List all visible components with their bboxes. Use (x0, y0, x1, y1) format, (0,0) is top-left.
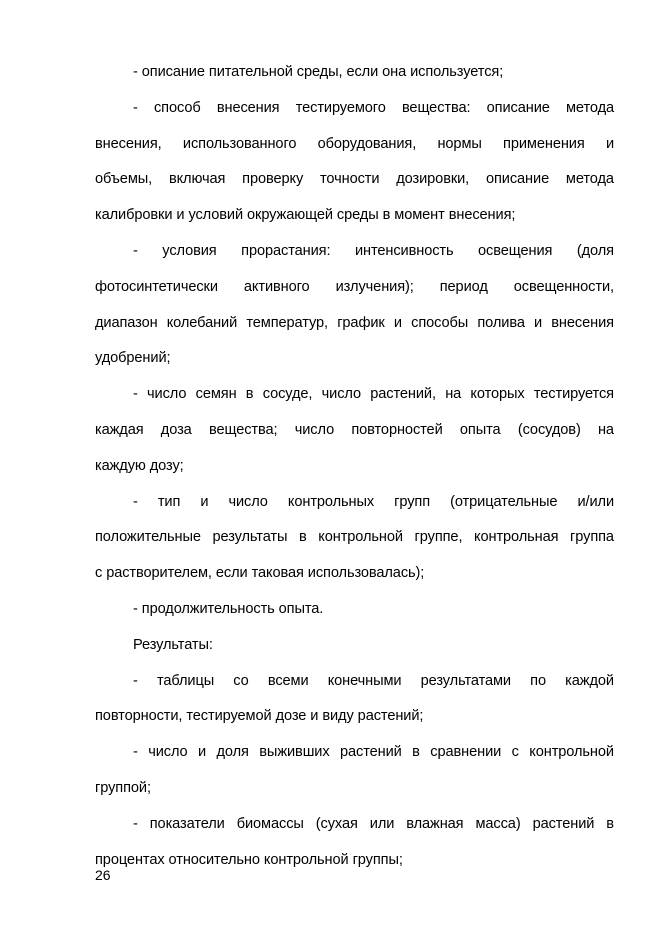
word: процентах (95, 851, 165, 868)
word: число (148, 744, 188, 761)
word: и (310, 708, 319, 725)
text-line (133, 671, 614, 691)
word: группа (570, 529, 614, 546)
text-line (95, 778, 614, 798)
word: вещества: (401, 99, 471, 116)
word: в (412, 744, 420, 761)
text-line (133, 599, 614, 619)
word: условий (188, 207, 244, 224)
word: внесения (551, 314, 614, 331)
word: результаты (212, 529, 288, 546)
word: если (215, 565, 248, 582)
word: внесения, (95, 135, 162, 152)
word: контрольных (287, 493, 375, 510)
word: конечными (327, 672, 402, 689)
word: нормы (437, 135, 482, 152)
word: групп (394, 493, 431, 510)
word: питательной (208, 64, 293, 80)
word: таковая (251, 565, 304, 582)
text-line (95, 420, 614, 440)
word: растений (532, 815, 595, 832)
word: метода (565, 99, 614, 116)
word: использованного (182, 135, 297, 152)
word: способ (153, 99, 201, 116)
word: контрольной (529, 744, 614, 761)
word: на (597, 422, 614, 438)
text-line (95, 169, 614, 189)
word: метода (565, 171, 614, 188)
word: если (346, 64, 379, 80)
word: число (321, 386, 361, 403)
word: график (337, 314, 385, 331)
word: описание (141, 64, 205, 80)
word: с (95, 565, 103, 582)
word: и (200, 493, 209, 510)
word: растворителем, (106, 565, 212, 582)
word: или (369, 815, 395, 832)
text-line (133, 62, 614, 82)
word: освещения (478, 243, 553, 259)
word: - (133, 64, 138, 80)
word: применения (503, 135, 585, 152)
word: условия (162, 243, 217, 259)
word: момент (394, 207, 445, 224)
word: группой; (95, 780, 151, 796)
word: выживших (259, 744, 330, 761)
word: растений (340, 744, 402, 761)
word: - (133, 99, 138, 116)
word: в (245, 386, 254, 403)
word: число (147, 386, 187, 403)
text-line (133, 635, 614, 655)
text-line (133, 98, 614, 118)
word: повторностей (351, 422, 443, 438)
word: таблицы (156, 672, 215, 689)
word: внесения (216, 99, 280, 116)
word: описание (485, 171, 550, 188)
word: окружающей (247, 207, 333, 224)
word: и (176, 207, 185, 224)
word: положительные (95, 529, 201, 546)
word: вещества; (208, 422, 278, 438)
text-line (95, 563, 614, 583)
word: в (606, 815, 614, 832)
word: температур, (246, 314, 328, 331)
text-line (95, 313, 614, 333)
word: (доля (576, 243, 614, 259)
word: опыта (459, 422, 501, 438)
word: среды, (296, 64, 343, 80)
word: дозу; (149, 457, 184, 474)
word: повторности, (95, 708, 183, 725)
word: каждая (95, 422, 144, 438)
word: проверку (242, 171, 304, 188)
word: внесения; (448, 207, 516, 224)
word: каждой (565, 672, 614, 689)
word: интенсивность (354, 243, 454, 259)
text-line (95, 456, 614, 476)
word: она (382, 64, 407, 80)
word: освещенности, (513, 278, 614, 295)
word: (сухая (315, 815, 358, 832)
word: и (393, 314, 402, 331)
word: и (198, 744, 207, 761)
word: результатами (420, 672, 511, 689)
word: на (445, 386, 462, 403)
text-line (133, 742, 614, 762)
word: - (133, 601, 138, 617)
word: тестируется (533, 386, 614, 403)
word: сосуде, (262, 386, 313, 403)
word: и (534, 314, 543, 331)
text-line (95, 277, 614, 297)
word: - (133, 493, 138, 510)
word: со (233, 672, 249, 689)
word: масса) (475, 815, 521, 832)
word: точности (319, 171, 380, 188)
text-line (133, 241, 614, 261)
word: оборудования, (317, 135, 417, 152)
word: тестируемого (295, 99, 386, 116)
text-line (95, 527, 614, 547)
text-line (95, 134, 614, 154)
word: излучения); (335, 278, 414, 295)
word: дозе (275, 708, 307, 725)
word: показатели (149, 815, 225, 832)
word: контрольной (263, 851, 349, 868)
word: прорастания: (241, 243, 331, 259)
word: биомассы (236, 815, 304, 832)
word: описание (486, 99, 550, 116)
word: (отрицательные (450, 493, 558, 510)
word: колебаний (166, 314, 238, 331)
text-line (95, 850, 614, 870)
word: число (228, 493, 268, 510)
word: доза (160, 422, 192, 438)
word: используется; (410, 64, 504, 80)
word: активного (243, 278, 310, 295)
text-line (133, 814, 614, 834)
word: растений, (370, 386, 436, 403)
word: среды (336, 207, 379, 224)
word: - (133, 243, 138, 259)
word: тип (157, 493, 181, 510)
word: число (294, 422, 335, 438)
word: с (511, 744, 519, 761)
word: относительно (168, 851, 260, 868)
word: использовалась); (307, 565, 425, 582)
word: продолжительность (141, 601, 275, 617)
word: всеми (267, 672, 309, 689)
word: и/или (577, 493, 614, 510)
word: каждую (95, 457, 146, 474)
text-line (133, 384, 614, 404)
word: (сосудов) (517, 422, 581, 438)
word: доля (216, 744, 249, 761)
word: Результаты: (133, 636, 213, 653)
text-line (95, 205, 614, 225)
word: - (133, 815, 138, 832)
word: в (299, 529, 307, 546)
word: которых (470, 386, 525, 403)
word: способы (411, 314, 469, 331)
word: контрольной (318, 529, 403, 546)
word: - (133, 386, 138, 403)
word: в (382, 207, 391, 224)
word: фотосинтетически (95, 278, 218, 295)
word: дозировки, (396, 171, 470, 188)
word: - (133, 672, 138, 689)
word: контрольная (474, 529, 559, 546)
word: калибровки (95, 207, 173, 224)
text-line (95, 706, 614, 726)
text-line (95, 348, 614, 368)
word: и (605, 135, 614, 152)
word: период (439, 278, 488, 295)
word: объемы, (95, 171, 153, 188)
word: - (133, 744, 138, 761)
word: растений; (357, 708, 424, 725)
word: виду (322, 708, 354, 725)
word: полива (477, 314, 525, 331)
word: по (530, 672, 546, 689)
word: сравнении (430, 744, 502, 761)
word: включая (168, 171, 226, 188)
word: семян (195, 386, 237, 403)
word: удобрений; (95, 350, 171, 367)
word: группе, (414, 529, 463, 546)
word: влажная (406, 815, 464, 832)
word: диапазон (95, 314, 158, 331)
page-number: 26 (95, 867, 111, 883)
text-line (133, 492, 614, 512)
word: опыта. (278, 601, 324, 617)
word: группы; (352, 851, 403, 868)
word: тестируемой (186, 708, 272, 725)
